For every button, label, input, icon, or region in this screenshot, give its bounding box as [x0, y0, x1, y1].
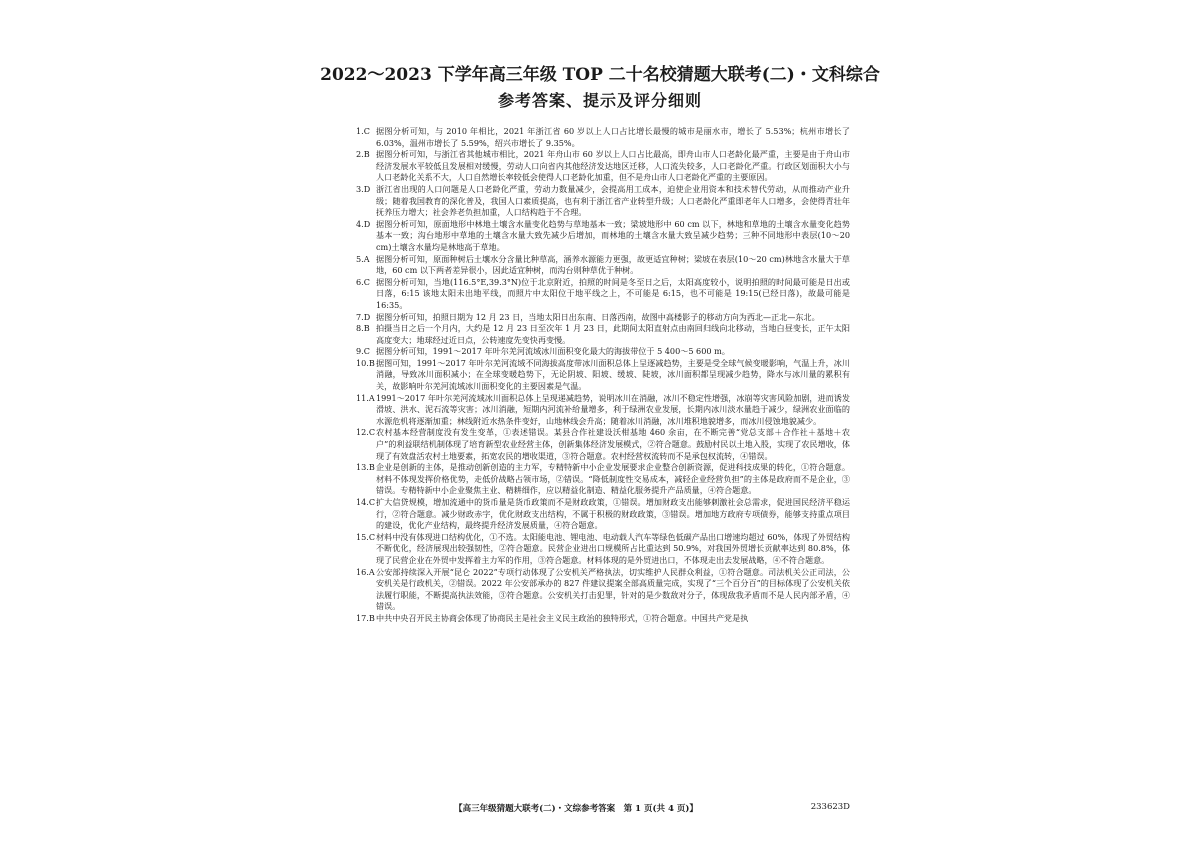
answer-number: 6.C [356, 276, 370, 287]
answer-explanation: 据图分析可知，拍照日期为 12 月 23 日，当地太阳日出东南、日落西南，故图中高楼影子的移动方向为西北—正北—东北。 [376, 311, 820, 322]
answer-item [356, 567, 850, 613]
answer-number: 12.C [356, 427, 376, 438]
answer-explanation: 据图分析可知，原面种树后土壤水分含量比种草高，涵养水源能力更强，故更适宜种树；梁坡在表层(10～20 cm)林地含水量大于草地，60 cm 以下两者差异很小，因此适宜种树，而沟台则种草优于种树。 [376, 253, 850, 276]
footer-label: 【高三年级猜题大联考(二)・文综参考答案 第 1 页(共 4 页)】 [454, 804, 698, 814]
answer-explanation: 据图分析可知，与浙江省其他城市相比，2021 年舟山市 60 岁以上人口占比最高，即舟山市人口老龄化最严重，主要是由于舟山市经济发展水平较低且发展相对缓慢，劳动人口向省内其他经济发达地区迁移，人口流失较多，人口老龄化严重。行政区划面积大小与人口老龄化关系不大，人口自然增长率较低会使得人口老龄化加重，但不是舟山市人口老龄化严重的主要原因。 [376, 149, 850, 183]
answer-explanation: 据图分析可知，当地(116.5°E,39.3°N)位于北京附近，拍照的时间是冬至日之后，太阳高度较小，说明拍照的时间最可能是日出或日落，6:15 该地太阳未出地平线，而照片中太阳位于地平线之上，不可能是 6:15，也不可能是 19:15(已经日落)，故最可能是 16:35。 [376, 276, 850, 310]
answer-number: 5.A [356, 253, 370, 264]
answer-item [356, 358, 850, 393]
answer-item [356, 277, 850, 312]
answer-number: 3.D [356, 183, 371, 194]
page-footer [356, 802, 850, 814]
answer-explanation: 企业是创新的主体，是推动创新创造的主力军，专精特新中小企业发展要求企业整合创新资源，促进科技成果的转化，①符合题意。材料不体现发挥价格优势，走低价战略占领市场，②错误。“降低制度性交易成本，减轻企业经营负担”的主体是政府而不是企业，③错误。专精特新中小企业聚焦主业、精耕细作，应以精益化制造、精益化服务提升产品质量，④符合题意。 [376, 462, 850, 496]
answer-explanation: 拍摄当日之后一个月内，大约是 12 月 23 日至次年 1 月 23 日，此期间太阳直射点由南回归线向北移动，当地白昼变长，正午太阳高度变大；地球经过近日点，公转速度先变快再变慢。 [376, 323, 850, 345]
answer-number: 1.C [356, 126, 370, 136]
answer-number: 13.B [356, 462, 375, 473]
answer-item [356, 323, 850, 346]
answer-item [356, 149, 850, 184]
answer-number: 8.B [356, 323, 370, 334]
answer-number: 14.C [356, 497, 376, 507]
answer-explanation: 材料中没有体现进口结构优化，①不选。太阳能电池、锂电池、电动载人汽车等绿色低碳产品出口增速均超过 60%，体现了外贸结构不断优化，经济展现出较强韧性，②符合题意。民营企业进出口规模所占比重达到 50.9%，对我国外贸增长贡献率达到 80.8%，体现了民营企业在外贸中发挥着主力军的作用，③符合题意。材料体现的是外贸进出口，不体现走出去发展战略，④不符合题意。 [376, 531, 850, 565]
answer-number: 11.A [356, 392, 375, 403]
answer-number: 2.B [356, 149, 370, 160]
answer-explanation: 据图分析可知，与 2010 年相比，2021 年浙江省 60 岁以上人口占比增长最慢的城市是丽水市，增长了 5.53%；杭州市增长了 6.03%，温州市增长了 5.59%，绍兴市增长了 9.35%。 [376, 126, 850, 148]
answer-number: 4.D [356, 218, 371, 229]
answer-explanation: 1991～2017 年叶尔羌河流域冰川面积总体上呈现递减趋势，说明冰川在消融，冰川不稳定性增强，冰崩等灾害风险加剧，进而诱发滑坡、洪水、泥石流等灾害；冰川消融，短期内河流补给量增多，利于绿洲农业发展，长期内冰川淡水量趋于减少，绿洲农业面临的水源危机将逐渐加重；林线附近水热条件变好，山地林线会升高；随着冰川消融，冰川堆积地貌增多，而冰川侵蚀地貌减少。 [376, 392, 850, 426]
answer-explanation: 扩大信贷规模，增加流通中的货币量是货币政策而不是财政政策，①错误。增加财政支出能够刺激社会总需求，促进国民经济平稳运行，②符合题意。减少财政赤字，优化财政支出结构，不属于积极的财政政策，③错误。增加地方政府专项债券，能够支持重点项目的建设，优化产业结构，最终提升经济发展质量，④符合题意。 [376, 497, 850, 531]
answer-number: 17.B [356, 612, 375, 623]
answer-item [356, 346, 850, 358]
answer-item [356, 613, 850, 625]
answer-item [356, 532, 850, 567]
answer-number: 7.D [356, 311, 371, 322]
answer-number: 10.B [356, 357, 375, 368]
answer-item [356, 427, 850, 462]
document-title: 2022～2023 下学年高三年级 TOP 二十名校猜题大联考(二)・文科综合 [320, 65, 880, 85]
answer-item [356, 462, 850, 497]
answer-item [356, 184, 850, 219]
answer-number: 16.A [356, 566, 375, 577]
answer-item [356, 312, 850, 324]
footer-code: 233623D [810, 802, 850, 812]
answer-item [356, 126, 850, 149]
answer-item [356, 254, 850, 277]
answer-explanation: 中共中央召开民主协商会体现了协商民主是社会主义民主政治的独特形式，①符合题意。中国共产党是执 [376, 612, 749, 623]
answer-item [356, 393, 850, 428]
answer-explanation: 农村基本经营制度没有发生变革，①表述错误。某县合作社建设沃柑基地 460 余亩，在不断完善“党总支部＋合作社＋基地＋农户”的利益联结机制体现了培育新型农业经营主体，创新集体经济发展模式，②符合题意。鼓励村民以土地入股，实现了农民增收，体现了有效盘活农村土地要素，拓宽农民的增收渠道，③符合题意。农村经营权流转而不是承包权流转，④错误。 [376, 427, 850, 461]
answer-explanation: 公安部持续深入开展“昆仑 2022”专项行动体现了公安机关严格执法，切实维护人民群众利益，①符合题意。司法机关公正司法，公安机关是行政机关，②错误。2022 年公安部承办的 827 件建议提案全部高质量完成，实现了“三个百分百”的目标体现了公安机关依法履行职能，不断提高执法效能，③符合题意。公安机关打击犯罪，针对的是少数敌对分子，体现敌我矛盾而不是人民内部矛盾，④错误。 [376, 566, 850, 612]
answer-explanation: 据图分析可知，1991～2017 年叶尔羌河流域冰川面积变化最大的海拔带位于 5 400～5 600 m。 [376, 346, 730, 357]
answer-item [356, 497, 850, 532]
answer-explanation: 浙江省出现的人口问题是人口老龄化严重，劳动力数量减少，会提高用工成本，迫使企业用资本和技术替代劳动，从而推动产业升级；随着我国教育的深化普及，我国人口素质提高，也有利于浙江省产业转型升级；人口老龄化严重即老年人口增多，会使得青壮年抚养压力增大；社会养老负担加重，人口结构趋于不合理。 [376, 183, 850, 218]
document-subtitle: 参考答案、提示及评分细则 [497, 91, 702, 110]
answer-explanation: 据图分析可知，原面地形中林地土壤含水量变化趋势与草地基本一致；梁坡地形中 60 cm 以下，林地和草地的土壤含水量变化趋势基本一致；沟台地形中草地的土壤含水量大致先减少后增加，而林地的土壤含水量大致呈减少趋势；三种不同地形中表层(10～20 cm)土壤含水量均是林地高于草地。 [376, 218, 850, 252]
answer-explanation: 据图可知，1991～2017 年叶尔羌河流域不同海拔高度带冰川面积总体上呈逐减趋势，主要是受全球气候变暖影响，气温上升，冰川消融，导致冰川面积减小；在全球变暖趋势下，无论阴坡、阳坡、缓坡、陡坡，冰川面积都呈现减少趋势，降水与冰川量的累积有关，故影响叶尔羌河流域冰川面积变化的主要因素是气温。 [376, 357, 850, 392]
answer-number: 15.C [356, 531, 376, 542]
answer-item [356, 219, 850, 254]
answer-number: 9.C [356, 346, 370, 357]
answer-list [356, 126, 850, 625]
